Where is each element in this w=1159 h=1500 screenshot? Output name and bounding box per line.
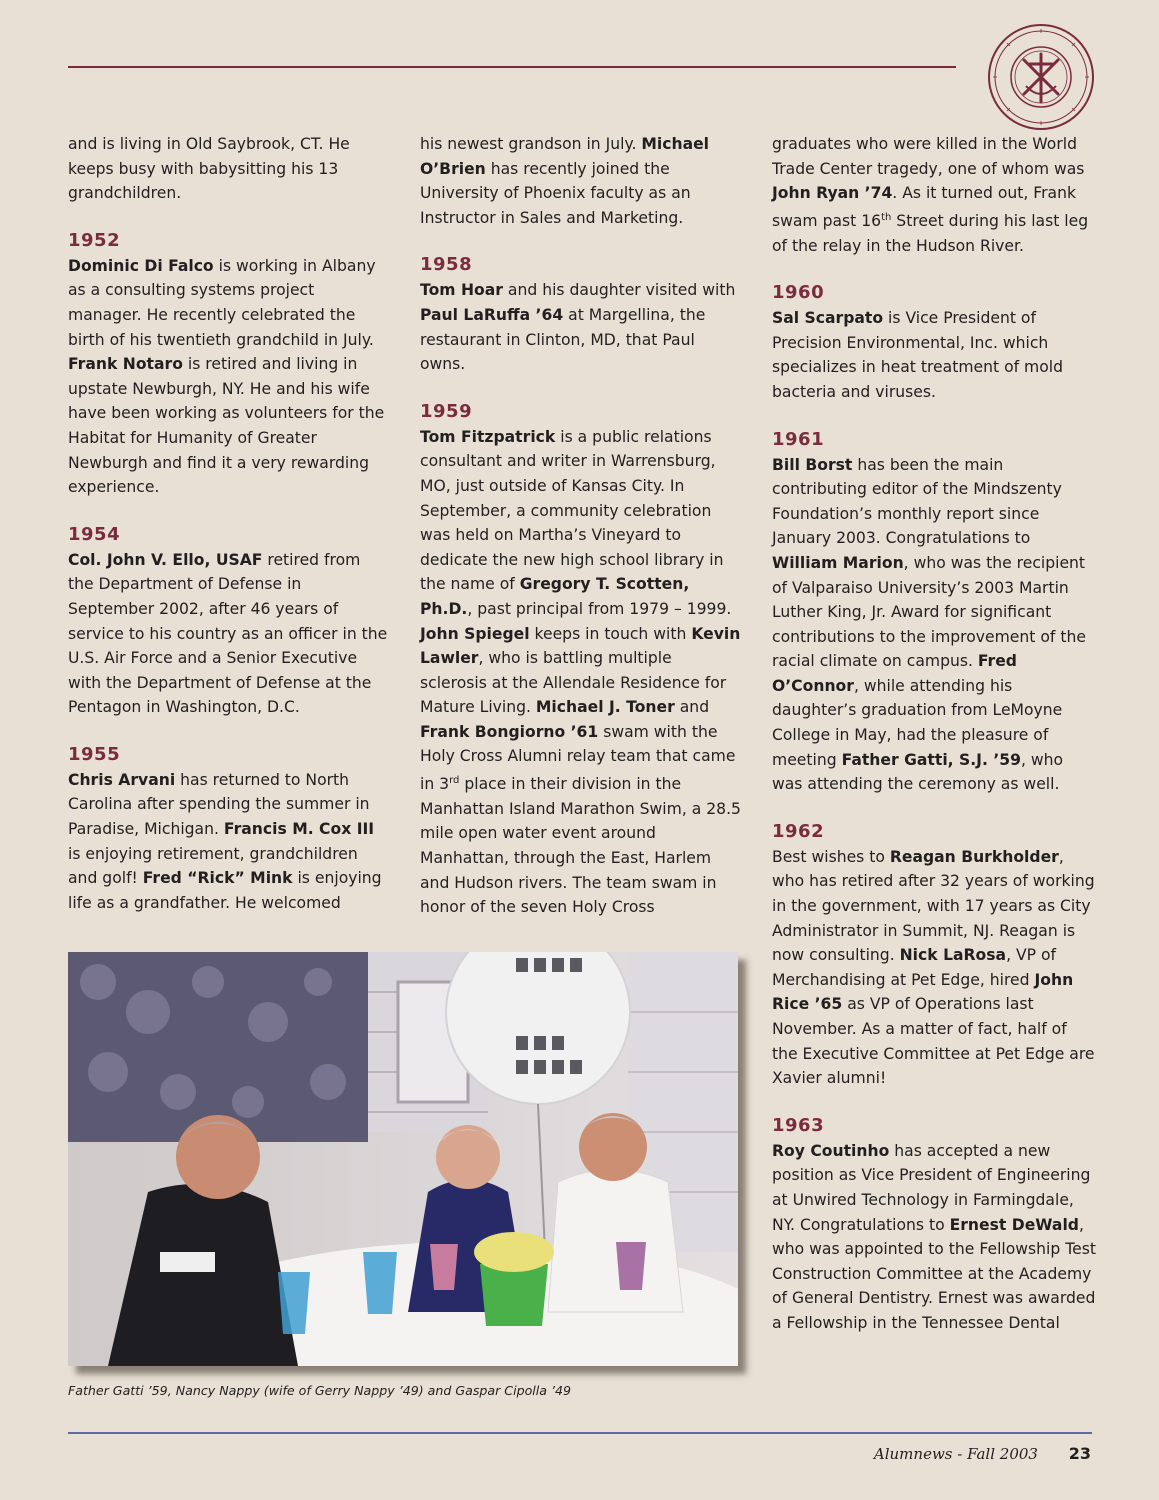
alumni-name: John Spiegel xyxy=(420,624,530,643)
paragraph: Tom Hoar and his daughter visited with Paul LaRuffa ’64 at Margellina, the restaurant in Clinton, MD, that Paul owns. xyxy=(420,281,736,374)
paragraph: his newest grandson in July. Michael O’Brien has recently joined the University of Phoenix faculty as an Instructor in Sales and Marketing. xyxy=(420,135,710,227)
paragraph: Col. John V. Ello, USAF retired from the Department of Defense in September 2002, after 46 years of service to his country as an officer in the U.S. Air Force and a Senior Executive with the Department of Defense at the Pentagon in Washington, D.C. xyxy=(68,550,388,717)
college-seal-icon xyxy=(986,22,1096,132)
alumni-name: Francis M. Cox III xyxy=(223,820,375,839)
alumni-name: John Rice ’65 xyxy=(772,970,1074,1014)
column-middle xyxy=(420,132,742,920)
paragraph: Dominic Di Falco is working in Albany as a consulting systems project manager. He recently celebrated the birth of his twentieth grandchild in July. Frank Notaro is retired and living in upstate Newburgh, NY. He and his wife have been working as volunteers for the Habitat for Humanity of Greater Newburgh and find it a very rewarding experience. xyxy=(68,256,385,497)
alumni-name: Gregory T. Scotten, Ph.D. xyxy=(420,575,690,618)
alumni-name: Fred O’Connor xyxy=(772,652,1017,695)
alumni-name: Col. John V. Ello, USAF xyxy=(68,550,263,569)
alumni-name: Tom Hoar xyxy=(420,281,503,300)
year-heading-1954: 1954 xyxy=(68,523,121,545)
year-heading-1963: 1963 xyxy=(772,1114,825,1136)
alumni-name: Kevin Lawler xyxy=(420,624,741,668)
paragraph: and is living in Old Saybrook, CT. He keeps busy with babysitting his 13 grandchildren. xyxy=(68,135,350,203)
year-heading-1958: 1958 xyxy=(420,254,473,276)
alumni-name: Dominic Di Falco xyxy=(68,256,214,275)
alumni-name: Sal Scarpato xyxy=(772,309,884,328)
alumni-name: Michael O’Brien xyxy=(420,135,710,178)
alumni-name: Tom Fitzpatrick xyxy=(420,427,556,446)
paragraph: Best wishes to Reagan Burkholder, who has retired after 32 years of working in the government, with 17 years as City Administrator in Summit, NJ. Reagan is now consulting. Nick LaRosa, VP of Merchandising at Pet Edge, hired John Rice ’65 as VP of Operations last November. As a matter of fact, half of the Executive Committee at Pet Edge are Xavier alumni! xyxy=(772,847,1095,1088)
paragraph: Sal Scarpato is Vice President of Precision Environmental, Inc. which specializes in heat treatment of mold bacteria and viruses. xyxy=(772,309,1064,401)
footer-rule xyxy=(68,1432,1092,1434)
year-heading-1961: 1961 xyxy=(772,428,825,450)
alumni-name: Michael J. Toner xyxy=(535,698,675,717)
alumni-name: Roy Coutinho xyxy=(772,1141,890,1160)
photo-caption: Father Gatti ’59, Nancy Nappy (wife of Gerry Nappy ’49) and Gaspar Cipolla ’49 xyxy=(68,1383,572,1398)
paragraph: graduates who were killed in the World Trade Center tragedy, one of whom was John Ryan ’74. As it turned out, Frank swam past 16th Street during his last leg of the relay in the Hudson River. xyxy=(772,135,1089,255)
publication-title: Alumnews - Fall 2003 xyxy=(873,1445,1038,1463)
reunion-photo xyxy=(68,952,738,1366)
year-heading-1955: 1955 xyxy=(68,743,121,765)
paragraph: Bill Borst has been the main contributing editor of the Mindszenty Foundation’s monthly report since January 2003. Congratulations to William Marion, who was the recipient of Valparaiso University’s 2003 Martin Luther King, Jr. Award for significant contributions to the improvement of the racial climate on campus. Fred O’Connor, while attending his daughter’s graduation from LeMoyne College in May, had the pleasure of meeting Father Gatti, S.J. ’59, who was attending the ceremony as well. xyxy=(772,455,1086,794)
alumni-name: Fred “Rick” Mink xyxy=(142,869,293,888)
alumni-name: John Ryan ’74 xyxy=(772,184,893,203)
paragraph: Chris Arvani has returned to North Carolina after spending the summer in Paradise, Michigan. Francis M. Cox III is enjoying retirement, grandchildren and golf! Fred “Rick” Mink is enjoying life as a grandfather. He welcomed xyxy=(68,770,382,912)
alumni-name: Chris Arvani xyxy=(68,770,176,789)
alumni-name: Reagan Burkholder xyxy=(889,847,1059,866)
year-heading-1952: 1952 xyxy=(68,229,121,251)
header-rule xyxy=(68,66,956,68)
alumni-name: William Marion xyxy=(772,553,904,572)
alumni-name: Nick LaRosa xyxy=(899,946,1007,965)
alumni-name: Frank Bongiorno ’61 xyxy=(420,722,599,741)
paragraph: Tom Fitzpatrick is a public relations consultant and writer in Warrensburg, MO, just outside of Kansas City. In September, a community celebration was held on Martha’s Vineyard to dedicate the new high school library in the name of Gregory T. Scotten, Ph.D., past principal from 1979 – 1999. John Spiegel keeps in touch with Kevin Lawler, who is battling multiple sclerosis at the Allendale Residence for Mature Living. Michael J. Toner and Frank Bongiorno ’61 swam with the Holy Cross Alumni relay team that came in 3rd place in their division in the Manhattan Island Marathon Swim, a 28.5 mile open water event around Manhattan, through the East, Harlem and Hudson rivers. The team swam in honor of the seven Holy Cross xyxy=(420,427,741,917)
alumni-name: Father Gatti, S.J. ’59 xyxy=(841,750,1021,769)
year-heading-1962: 1962 xyxy=(772,820,825,842)
page-footer xyxy=(874,1444,1091,1463)
column-right xyxy=(772,132,1096,1336)
paragraph: Roy Coutinho has accepted a new position as Vice President of Engineering at Unwired Technology in Farmingdale, NY. Congratulations to Ernest DeWald, who was appointed to the Fellowship Test Construction Committee at the Academy of General Dentistry. Ernest was awarded a Fellowship in the Tennessee Dental xyxy=(772,1141,1096,1332)
alumni-name: Bill Borst xyxy=(772,455,853,474)
year-heading-1960: 1960 xyxy=(772,282,825,304)
page-number: 23 xyxy=(1068,1444,1091,1463)
alumni-name: Ernest DeWald xyxy=(949,1215,1079,1234)
alumni-name: Frank Notaro xyxy=(68,355,183,374)
reunion-photo-image xyxy=(68,952,738,1366)
year-heading-1959: 1959 xyxy=(420,400,473,422)
alumni-name: Paul LaRuffa ’64 xyxy=(420,305,564,324)
column-left xyxy=(68,132,388,915)
